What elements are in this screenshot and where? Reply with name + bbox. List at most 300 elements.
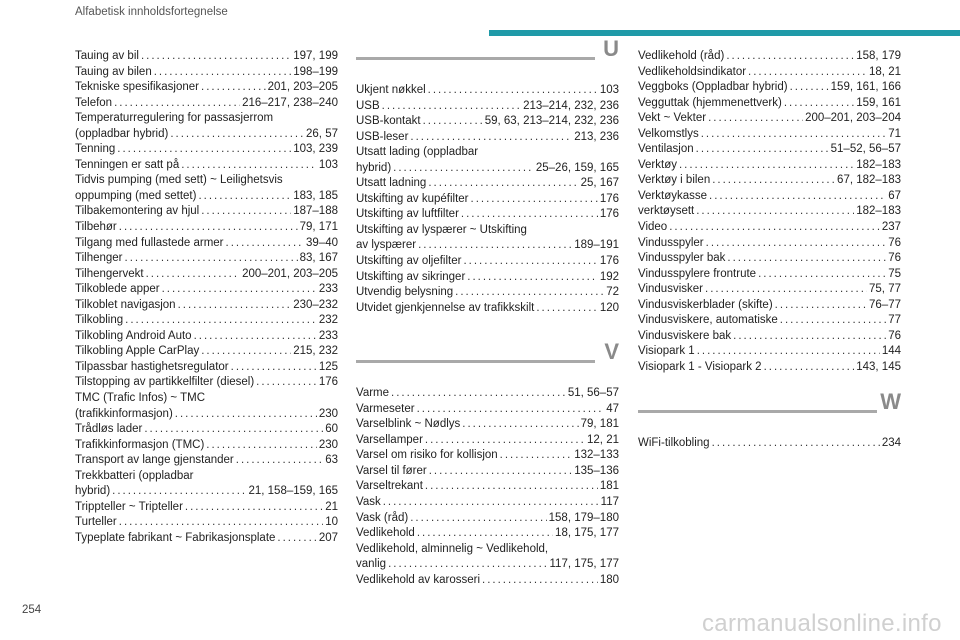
index-entry-term: Vindusviskerblader (skifte) <box>638 298 773 311</box>
index-entry <box>638 65 901 81</box>
index-entry <box>638 282 901 298</box>
index-entry-term: Vedlikehold av karosseri <box>356 573 481 586</box>
index-entry <box>356 161 619 177</box>
index-entry <box>356 402 619 418</box>
index-entry <box>75 158 338 174</box>
index-entry <box>638 220 901 236</box>
dot-leader <box>417 402 605 418</box>
section-letter-v: V <box>604 339 619 365</box>
index-entry <box>356 270 619 286</box>
index-entry-term: Transport av lange gjenstander <box>75 454 234 467</box>
index-entry-term: Vedlikehold (råd) <box>638 50 725 62</box>
index-entry <box>356 511 619 527</box>
dot-leader <box>162 282 317 298</box>
index-entry <box>356 573 619 589</box>
index-entry-pages: 181 <box>599 480 619 493</box>
index-entry <box>75 282 338 298</box>
index-entry-term: Vindusspyler bak <box>638 252 726 265</box>
index-entry-pages: 176 <box>599 208 619 221</box>
dot-leader <box>790 80 829 96</box>
dot-leader <box>425 479 598 495</box>
dot-leader <box>708 111 803 127</box>
dot-leader <box>144 422 323 438</box>
index-entry-term: Verktøy <box>638 158 677 171</box>
index-entry-term: Tilbehør <box>75 221 117 234</box>
index-entry-term: Tilbakemontering av hjul <box>75 205 200 218</box>
index-entry-pages: 213, 236 <box>574 130 619 143</box>
index-entry <box>356 417 619 433</box>
index-entry <box>75 313 338 329</box>
dot-leader <box>784 96 854 112</box>
index-entry <box>75 127 338 143</box>
index-entry-term: Ukjent nøkkel <box>356 84 426 96</box>
index-entry-term: Velkomstlys <box>638 127 699 140</box>
section-v-list <box>356 386 619 588</box>
dot-leader <box>705 282 867 298</box>
index-entry-term: Tauing av bil <box>75 50 139 62</box>
dot-leader <box>418 238 572 254</box>
watermark: carmanualsonline.info <box>702 610 942 637</box>
index-entry-pages: 117 <box>600 496 619 509</box>
index-entry-term: Vask <box>356 496 381 509</box>
dot-leader <box>198 189 291 205</box>
index-entry <box>638 80 901 96</box>
index-entry <box>638 49 901 65</box>
dot-leader <box>471 192 598 208</box>
index-column-2 <box>356 36 619 588</box>
index-entry-term: Varmeseter <box>356 402 415 415</box>
index-entry <box>75 500 338 516</box>
dot-leader <box>119 220 298 236</box>
index-entry-pages: 230 <box>318 438 338 451</box>
index-entry <box>75 484 338 500</box>
index-entry <box>75 220 338 236</box>
dot-leader <box>206 438 317 454</box>
dot-leader <box>423 114 483 130</box>
index-entry <box>356 114 619 130</box>
dot-leader <box>226 236 305 252</box>
section-header-v <box>356 339 619 386</box>
index-entry <box>356 495 619 511</box>
index-entry-term: Varseltrekant <box>356 480 423 493</box>
dot-leader <box>117 142 291 158</box>
index-entry-term: Utskifting av sikringer <box>356 270 466 283</box>
index-entry <box>356 301 619 317</box>
dot-leader <box>701 127 886 143</box>
index-entry-pages: 59, 63, 213–214, 232, 236 <box>484 115 619 128</box>
index-entry-pages: 200–201, 203–205 <box>242 267 338 280</box>
index-entry-pages: 77 <box>888 314 901 327</box>
index-entry-term: Utvidet gjenkjennelse av trafikkskilt <box>356 301 535 314</box>
section-header-u <box>356 36 619 83</box>
index-entry <box>75 142 338 158</box>
index-entry-pages: 213–214, 232, 236 <box>523 99 619 112</box>
index-entry <box>75 515 338 531</box>
index-entry-term: Varselblink ~ Nødlys <box>356 418 461 431</box>
dot-leader <box>726 49 854 65</box>
index-entry-term: av lyspærer <box>356 239 417 252</box>
index-entry-term: Verktøy i bilen <box>638 174 711 187</box>
section-letter-w: W <box>880 389 901 415</box>
dot-leader <box>388 557 547 573</box>
index-entry-term: Vindusviskere, automatiske <box>638 314 778 327</box>
index-column-3 <box>638 49 901 452</box>
index-entry <box>75 65 338 81</box>
index-entry-pages: 233 <box>318 283 338 296</box>
index-entry-pages: 18, 21 <box>869 65 901 78</box>
index-entry-pages: 182–183 <box>856 205 901 218</box>
index-entry-term: Visiopark 1 <box>638 345 695 358</box>
index-entry-term: Utskifting av luftfilter <box>356 208 459 221</box>
index-entry-term: Utvendig belysning <box>356 286 454 299</box>
index-entry-term: Tilkobling Android Auto <box>75 329 192 342</box>
index-entry-term: hybrid) <box>356 161 392 174</box>
dot-leader <box>428 176 578 192</box>
section-v-continued-list <box>638 49 901 375</box>
index-entry-continued: Temperaturregulering for passasjerrom <box>75 112 274 125</box>
dot-leader <box>706 236 887 252</box>
index-entry <box>638 127 901 143</box>
index-entry-term: Tilgang med fullastede armer <box>75 236 224 249</box>
index-entry-pages: 232 <box>318 314 338 327</box>
index-entry-pages: 192 <box>599 270 619 283</box>
index-entry-term: Varsel om risiko for kollisjon <box>356 449 498 462</box>
dot-leader <box>425 433 585 449</box>
index-entry <box>356 479 619 495</box>
index-entry-pages: 135–136 <box>574 464 619 477</box>
index-entry-term: USB-leser <box>356 130 409 143</box>
dot-leader <box>141 49 291 65</box>
dot-leader <box>201 80 266 96</box>
index-entry <box>638 313 901 329</box>
index-entry-pages: 230 <box>318 407 338 420</box>
index-entry-term: WiFi-tilkobling <box>638 437 710 450</box>
dot-leader <box>696 142 829 158</box>
index-entry <box>75 49 338 65</box>
index-entry-term: Tilkoblede apper <box>75 283 160 296</box>
dot-leader <box>463 254 597 270</box>
index-entry <box>638 189 901 205</box>
index-entry <box>638 298 901 314</box>
page-number: 254 <box>22 604 42 616</box>
dot-leader <box>382 99 521 115</box>
index-entry-pages: 132–133 <box>574 449 619 462</box>
index-entry <box>638 173 901 189</box>
index-entry <box>638 251 901 267</box>
index-entry-pages: 187–188 <box>293 205 338 218</box>
index-entry-term: USB-kontakt <box>356 115 421 128</box>
index-entry <box>638 267 901 283</box>
index-entry <box>356 285 619 301</box>
index-entry-pages: 180 <box>599 573 619 586</box>
index-entry <box>638 158 901 174</box>
index-entry-pages: 76 <box>888 329 901 342</box>
index-entry-continued: Utskifting av lyspærer ~ Utskifting <box>356 223 527 236</box>
index-entry-pages: 143, 145 <box>856 360 901 373</box>
index-entry-pages: 72 <box>606 286 619 299</box>
index-entry-pages: 182–183 <box>856 158 901 171</box>
index-entry <box>356 192 619 208</box>
index-entry-pages: 200–201, 203–204 <box>805 112 901 125</box>
index-entry-term: hybrid) <box>75 485 111 498</box>
index-entry-pages: 76–77 <box>869 298 901 311</box>
index-entry-pages: 21 <box>325 500 338 513</box>
dot-leader <box>393 161 534 177</box>
index-entry <box>356 83 619 99</box>
section-w-list <box>638 436 901 452</box>
dot-leader <box>256 375 317 391</box>
section-rule <box>356 57 595 60</box>
index-entry-term: Tilkobling Apple CarPlay <box>75 345 200 358</box>
index-entry-term: Trafikkinformasjon (TMC) <box>75 438 205 451</box>
index-entry-pages: 79, 171 <box>299 221 338 234</box>
page-header-title: Alfabetisk innholdsfortegnelse <box>75 6 228 18</box>
index-entry <box>75 96 338 112</box>
index-entry-term: Tilpassbar hastighetsregulator <box>75 360 229 373</box>
index-entry <box>356 254 619 270</box>
index-entry <box>75 329 338 345</box>
index-entry <box>356 448 619 464</box>
index-entry-term: Vegguttak (hjemmenettverk) <box>638 96 782 109</box>
index-entry-pages: 60 <box>325 423 338 436</box>
dot-leader <box>727 251 886 267</box>
dot-leader <box>119 515 323 531</box>
dot-leader <box>125 313 317 329</box>
index-entry-pages: 25, 167 <box>580 177 619 190</box>
index-entry-pages: 189–191 <box>574 239 619 252</box>
index-entry-pages: 216–217, 238–240 <box>242 96 338 109</box>
index-entry-pages: 103 <box>318 158 338 171</box>
dot-leader <box>712 173 835 189</box>
index-entry-pages: 21, 158–159, 165 <box>248 485 338 498</box>
index-entry-pages: 67 <box>888 189 901 202</box>
index-entry-term: Vedlikehold <box>356 527 415 540</box>
index-entry <box>75 298 338 314</box>
index-entry-pages: 198–199 <box>293 65 338 78</box>
index-entry-pages: 25–26, 159, 165 <box>535 161 619 174</box>
index-entry <box>356 386 619 402</box>
index-entry <box>75 204 338 220</box>
index-entry-term: Veggboks (Oppladbar hybrid) <box>638 81 788 94</box>
dot-leader <box>467 270 598 286</box>
index-entry <box>75 80 338 96</box>
dot-leader <box>764 360 855 376</box>
dot-leader <box>709 189 886 205</box>
index-entry <box>638 344 901 360</box>
dot-leader <box>185 500 323 516</box>
index-entry-term: Vindusspyler <box>638 236 704 249</box>
index-entry <box>638 96 901 112</box>
index-entry <box>356 464 619 480</box>
dot-leader <box>462 417 578 433</box>
index-entry-pages: 144 <box>881 345 901 358</box>
index-entry-term: Verktøykasse <box>638 189 708 202</box>
index-entry <box>356 99 619 115</box>
index-entry-pages: 75 <box>888 267 901 280</box>
dot-leader <box>201 344 291 360</box>
index-entry-term: Tilstopping av partikkelfilter (diesel) <box>75 376 255 389</box>
dot-leader <box>277 531 316 547</box>
index-entry <box>638 329 901 345</box>
index-entry-pages: 234 <box>881 437 901 450</box>
index-entry-pages: 12, 21 <box>587 433 619 446</box>
dot-leader <box>114 96 240 112</box>
index-entry-term: Vindusspylere frontrute <box>638 267 757 280</box>
section-u-list <box>356 83 619 316</box>
index-entry-term: Trådløs lader <box>75 423 143 436</box>
index-entry-term: Utsatt ladning <box>356 177 427 190</box>
index-entry <box>356 130 619 146</box>
index-entry-pages: 83, 167 <box>299 252 338 265</box>
index-entry <box>75 344 338 360</box>
index-entry-pages: 51, 56–57 <box>567 387 619 400</box>
index-entry-term: (oppladbar hybrid) <box>75 127 169 140</box>
dot-leader <box>536 301 597 317</box>
dot-leader <box>175 407 317 423</box>
index-entry-pages: 63 <box>325 454 338 467</box>
dot-leader <box>733 329 886 345</box>
index-entry-pages: 237 <box>881 221 901 234</box>
index-entry-pages: 201, 203–205 <box>267 81 338 94</box>
dot-leader <box>679 158 854 174</box>
dot-leader <box>428 83 598 99</box>
index-entry-pages: 120 <box>599 301 619 314</box>
index-entry-term: Tilkobling <box>75 314 124 327</box>
index-entry-pages: 158, 179 <box>856 50 901 62</box>
index-entry-term: verktøysett <box>638 205 695 218</box>
dot-leader <box>482 573 598 589</box>
index-entry-term: Tekniske spesifikasjoner <box>75 81 200 94</box>
dot-leader <box>758 267 886 283</box>
dot-leader <box>178 298 292 314</box>
index-entry-pages: 197, 199 <box>293 50 338 62</box>
section-header-w <box>638 389 901 436</box>
dot-leader <box>125 251 298 267</box>
dot-leader <box>410 130 572 146</box>
index-entry-pages: 207 <box>318 531 338 544</box>
index-entry <box>638 436 901 452</box>
dot-leader <box>748 65 867 81</box>
index-entry-term: vanlig <box>356 558 387 571</box>
index-entry-term: Tilhenger <box>75 252 123 265</box>
index-entry <box>356 526 619 542</box>
index-entry <box>356 238 619 254</box>
index-entry <box>638 236 901 252</box>
index-entry-term: Vindusviskere bak <box>638 329 732 342</box>
index-entry <box>75 189 338 205</box>
index-entry-pages: 71 <box>888 127 901 140</box>
index-entry-pages: 76 <box>888 236 901 249</box>
dot-leader <box>697 344 880 360</box>
index-entry <box>356 557 619 573</box>
dot-leader <box>500 448 573 464</box>
dot-leader <box>780 313 886 329</box>
index-entry-pages: 67, 182–183 <box>837 174 901 187</box>
index-entry-term: Tilkoblet navigasjon <box>75 298 176 311</box>
index-entry-pages: 125 <box>318 360 338 373</box>
dot-leader <box>417 526 553 542</box>
index-entry-term: Varsellamper <box>356 433 423 446</box>
index-entry <box>356 433 619 449</box>
index-entry-continued: Vedlikehold, alminnelig ~ Vedlikehold, <box>356 542 549 555</box>
index-entry-term: Utskifting av oljefilter <box>356 255 462 268</box>
index-entry <box>75 438 338 454</box>
index-entry <box>638 111 901 127</box>
index-entry <box>75 453 338 469</box>
index-entry <box>638 204 901 220</box>
index-entry-pages: 183, 185 <box>293 189 338 202</box>
index-entry-term: Vekt ~ Vekter <box>638 112 707 125</box>
index-entry <box>75 267 338 283</box>
index-entry-pages: 230–232 <box>293 298 338 311</box>
dot-leader <box>669 220 880 236</box>
index-entry-term: Tenning <box>75 143 116 156</box>
dot-leader <box>170 127 304 143</box>
index-entry-continued: Utsatt lading (oppladbar <box>356 146 479 159</box>
index-entry <box>356 207 619 223</box>
index-entry-term: Trippteller ~ Tripteller <box>75 500 183 513</box>
index-entry <box>75 251 338 267</box>
index-entry-term: Varsel til fører <box>356 464 427 477</box>
index-entry <box>638 360 901 376</box>
index-entry-pages: 233 <box>318 329 338 342</box>
index-entry-term: Vedlikeholdsindikator <box>638 65 747 78</box>
index-entry-term: USB <box>356 99 380 112</box>
section-rule <box>638 410 877 413</box>
index-entry-pages: 215, 232 <box>293 345 338 358</box>
dot-leader <box>455 285 604 301</box>
index-entry-continued: TMC (Trafic Infos) ~ TMC <box>75 392 206 405</box>
dot-leader <box>146 267 240 283</box>
dot-leader <box>775 298 867 314</box>
section-rule <box>356 360 595 363</box>
index-entry-pages: 159, 161 <box>856 96 901 109</box>
index-entry <box>75 375 338 391</box>
index-entry-term: oppumping (med settet) <box>75 189 197 202</box>
dot-leader <box>236 453 323 469</box>
dot-leader <box>201 204 291 220</box>
index-entry-term: Vask (råd) <box>356 511 409 524</box>
dot-leader <box>712 436 880 452</box>
index-entry-pages: 26, 57 <box>306 127 338 140</box>
index-entry-pages: 39–40 <box>306 236 338 249</box>
dot-leader <box>154 65 291 81</box>
index-entry-term: (trafikkinformasjon) <box>75 407 173 420</box>
index-entry-pages: 176 <box>318 376 338 389</box>
dot-leader <box>391 386 566 402</box>
index-entry-term: Tenningen er satt på <box>75 158 180 171</box>
dot-leader <box>383 495 599 511</box>
dot-leader <box>696 204 854 220</box>
dot-leader <box>461 207 598 223</box>
index-entry-pages: 176 <box>599 255 619 268</box>
index-entry-term: Tilhengervekt <box>75 267 144 280</box>
index-entry-pages: 159, 161, 166 <box>830 81 901 94</box>
index-entry-pages: 79, 181 <box>580 418 619 431</box>
index-entry-term: Utskifting av kupéfilter <box>356 192 469 205</box>
index-entry-term: Typeplate fabrikant ~ Fabrikasjonsplate <box>75 531 276 544</box>
header-accent-bar <box>489 30 960 36</box>
index-entry-pages: 176 <box>599 192 619 205</box>
dot-leader <box>231 360 317 376</box>
index-column-1 <box>75 49 338 547</box>
index-entry <box>75 407 338 423</box>
index-entry-pages: 103 <box>599 84 619 96</box>
index-entry-pages: 47 <box>606 402 619 415</box>
index-entry-pages: 10 <box>325 516 338 529</box>
index-entry-term: Telefon <box>75 96 113 109</box>
index-entry-pages: 75, 77 <box>869 283 901 296</box>
